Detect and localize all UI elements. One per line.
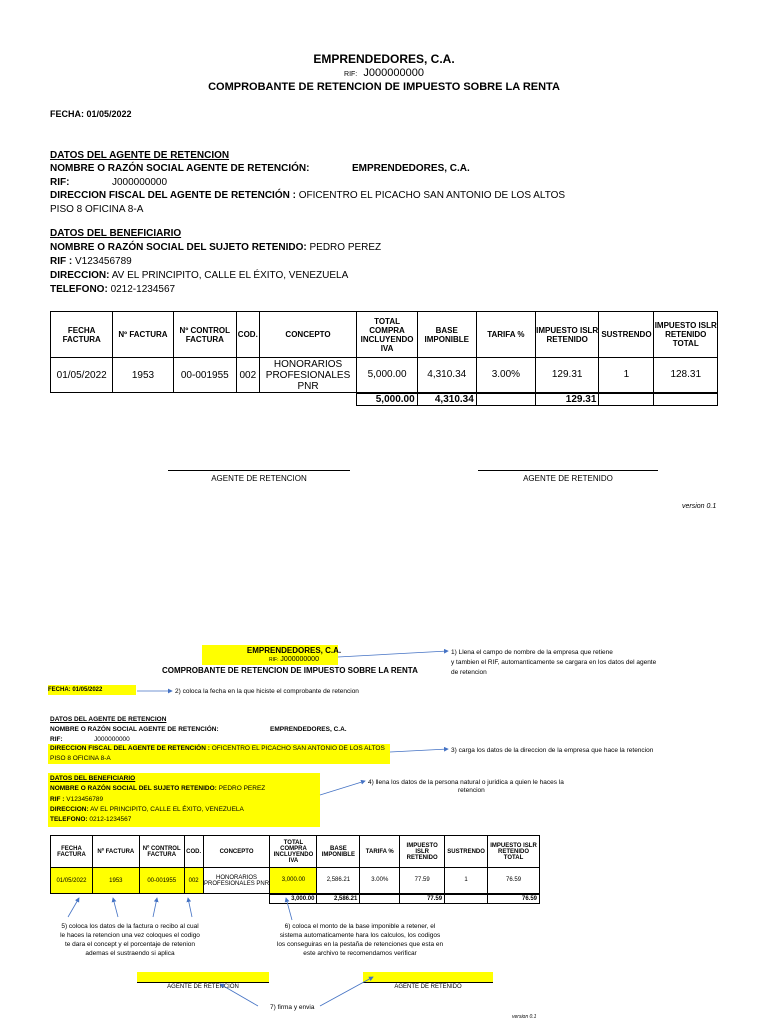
agente-name-label: NOMBRE O RAZÓN SOCIAL AGENTE DE RETENCIÓN: [50,163,310,174]
copy-beneficiario-name [50,785,265,792]
copy-header-fecha: FECHA FACTURA [51,836,93,868]
note-1b: y tambien el RIF, automanticamente se cargara en los datos del agente [451,659,657,666]
agente-rif-value: J000000000 [112,177,168,188]
arrow-4 [320,781,365,795]
note-1c: de retencion [451,669,487,676]
total-impuesto: 129.31 [535,393,598,406]
cell-control: 00-001955 [173,358,236,393]
agente-dir-label: DIRECCION FISCAL DEL AGENTE DE RETENCIÓN : [50,190,296,201]
agente-dir-value2: PISO 8 OFICINA 8-A [50,204,144,215]
cell-concepto: HONORARIOS PROFESIONALES PNR [259,358,357,393]
note-6 [262,922,458,958]
copy-fecha: FECHA: 01/05/2022 [48,685,136,695]
copy-cell-cod: 002 [184,868,203,894]
copy-agente-rif-label: RIF: [50,736,63,743]
table-header-row [51,312,718,358]
beneficiario-name-label: NOMBRE O RAZÓN SOCIAL DEL SUJETO RETENIDO: [50,242,307,253]
rif-value: J000000000 [363,67,424,79]
beneficiario-tel [50,284,175,295]
copy-table-row [51,868,540,894]
beneficiario-tel-label: TELEFONO: [50,284,108,295]
copy-agente-name-label: NOMBRE O RAZÓN SOCIAL AGENTE DE RETENCIÓN: [50,726,219,733]
note-6a: 6) coloca el monto de la base imponible a retener, el [284,923,436,930]
note-6d: este archivo te recomendamos verificar [303,950,417,957]
note-6b: sistema automaticamente hara los calculos, los codigos [279,932,441,939]
copy-agente-dir-value2: PISO 8 OFICINA 8-A [50,755,111,762]
copy-agente-dir-value: OFICENTRO EL PICACHO SAN ANTONIO DE LOS ALTOS [211,745,385,752]
copy-beneficiario-rif-label: RIF : [50,796,65,803]
copy-header-impuesto: IMPUESTO ISLR RETENIDO [400,836,445,868]
copy-rif-value: J000000000 [280,656,319,663]
beneficiario-name [50,242,381,253]
total-base: 4,310.34 [417,393,476,406]
signature-label-right: AGENTE DE RETENIDO [523,474,613,483]
copy-header-factura: Nº FACTURA [92,836,139,868]
highlight-sign-right [363,972,493,982]
copy-total-impuesto: 77.59 [400,894,445,904]
header-fecha: FECHA FACTURA [51,312,113,358]
copy-signature-label-left: AGENTE DE RETENCION [167,984,239,990]
copy-header-sustrendo: SUSTRENDO [445,836,488,868]
copy-agente-heading: DATOS DEL AGENTE DE RETENCION [50,716,167,723]
beneficiario-rif-value: V123456789 [75,256,132,267]
beneficiario-tel-value: 0212-1234567 [110,284,176,295]
copy-signature-line-left [137,982,269,983]
header-total-compra: TOTAL COMPRA INCLUYENDO IVA [357,312,417,358]
cell-total-compra: 5,000.00 [357,358,417,393]
cell-sustrendo: 1 [599,358,654,393]
beneficiario-heading: DATOS DEL BENEFICIARIO [50,228,182,239]
copy-agente-name-value: EMPRENDEDORES, C.A. [270,726,347,733]
signature-label-left: AGENTE DE RETENCION [211,474,307,483]
beneficiario-name-value: PEDRO PEREZ [309,242,382,253]
cell-tarifa: 3.00% [476,358,535,393]
note-3: 3) carga los datos de la direccion de la empresa que hace la retencion [451,747,654,754]
totals-row [51,393,718,406]
header-concepto: CONCEPTO [259,312,357,358]
signature-line-left [168,470,350,471]
beneficiario-dir-label: DIRECCION: [50,270,110,281]
copy-cell-concepto: HONORARIOS PROFESIONALES PNR [203,868,270,894]
copy-agente-dir-label: DIRECCION FISCAL DEL AGENTE DE RETENCIÓN : [50,745,210,752]
note-5d: ademas el sustraendo si aplica [85,950,175,957]
copy-header-total-compra: TOTAL COMPRA INCLUYENDO IVA [270,836,317,868]
agente-dir-value: OFICENTRO EL PICACHO SAN ANTONIO DE LOS ALTOS [298,190,566,201]
copy-company: EMPRENDEDORES, C.A. [246,646,342,655]
cell-factura: 1953 [113,358,173,393]
copy-beneficiario-rif-value: V123456789 [66,796,104,803]
beneficiario-dir [50,270,348,281]
highlight-sign-left [137,972,269,982]
copy-retention-table [50,835,540,904]
note-5a: 5) coloca los datos de la factura o recibo al cual [61,923,199,930]
copy-beneficiario-dir-value: AV EL PRINCIPITO, CALLE EL ÉXITO, VENEZUELA [90,806,244,813]
copy-beneficiario-rif [50,796,103,803]
copy-rif-label: RIF: [269,657,279,663]
copy-beneficiario-tel [50,816,131,823]
copy-version-label: version 0.1 [512,1014,537,1020]
header-base: BASE IMPONIBLE [417,312,476,358]
table-row [51,358,718,393]
note-5c: te dara el concept y el porcentaje de retenion [64,941,196,948]
note-2: 2) coloca la fecha en la que hiciste el comprobante de retencion [175,688,359,695]
beneficiario-rif-label: RIF : [50,256,73,267]
cell-impuesto: 129.31 [535,358,598,393]
agente-dir [50,190,565,201]
copy-header-control: Nº CONTROL FACTURA [139,836,184,868]
copy-cell-impuesto: 77.59 [400,868,445,894]
copy-agente-dir [50,745,385,752]
agente-name-value: EMPRENDEDORES, C.A. [352,163,470,174]
rif-label: RIF: [344,71,358,78]
copy-header-row [51,836,540,868]
note-1: 1) Llena el campo de nombre de la empresa que retiene [451,649,613,656]
total-compra: 5,000.00 [357,393,417,406]
copy-cell-impuesto-total: 76.59 [488,868,540,894]
note-5b: le haces la retencion una vez coloques el codigo [60,932,200,939]
copy-beneficiario-tel-label: TELEFONO: [50,816,88,823]
company-title: EMPRENDEDORES, C.A. [313,52,455,66]
copy-agente-rif-value: J000000000 [94,736,130,743]
header-control: Nº CONTROL FACTURA [173,312,236,358]
copy-beneficiario-dir-label: DIRECCION: [50,806,89,813]
copy-header-base: BASE IMPONIBLE [317,836,360,868]
note-4: 4) llena los datos de la persona natural o juridica a quien le haces la [368,779,564,786]
copy-cell-control: 00-001955 [139,868,184,894]
fecha: FECHA: 01/05/2022 [50,109,132,119]
copy-beneficiario-name-label: NOMBRE O RAZÓN SOCIAL DEL SUJETO RETENIDO: [50,785,217,792]
beneficiario-rif [50,256,132,267]
header-sustrendo: SUSTRENDO [599,312,654,358]
copy-header-impuesto-total: IMPUESTO ISLR RETENIDO TOTAL [488,836,540,868]
agente-heading: DATOS DEL AGENTE DE RETENCION [50,150,230,161]
copy-cell-factura: 1953 [92,868,139,894]
header-impuesto: IMPUESTO ISLR RETENIDO [535,312,598,358]
header-cod: COD. [237,312,260,358]
copy-header-concepto: CONCEPTO [203,836,270,868]
copy-beneficiario-tel-value: 0212-1234567 [89,816,132,823]
copy-cell-base: 2,586.21 [317,868,360,894]
copy-signature-label-right: AGENTE DE RETENIDO [394,984,462,990]
agente-rif-label: RIF: [50,177,70,188]
header-tarifa: TARIFA % [476,312,535,358]
copy-cell-sustrendo: 1 [445,868,488,894]
beneficiario-dir-value: AV EL PRINCIPITO, CALLE EL ÉXITO, VENEZUELA [111,270,349,281]
cell-impuesto-total: 128.31 [654,358,718,393]
rif-line [0,67,768,79]
copy-beneficiario-dir [50,806,244,813]
header-factura: Nº FACTURA [113,312,173,358]
copy-title: COMPROBANTE DE RETENCION DE IMPUESTO SOBRE LA RENTA [162,666,418,675]
note-6c: los conseguiras en la pestaña de retenciones que esta en [276,941,444,948]
note-7: 7) firma y envia [270,1004,315,1011]
cell-cod: 002 [237,358,260,393]
signature-line-right [478,470,658,471]
copy-header-cod: COD. [184,836,203,868]
cell-base: 4,310.34 [417,358,476,393]
arrow-3 [390,749,448,752]
note-5 [40,922,220,958]
copy-totals-row [51,894,540,904]
copy-beneficiario-heading: DATOS DEL BENEFICIARIO [50,775,136,782]
header-impuesto-total: IMPUESTO ISLR RETENIDO TOTAL [654,312,718,358]
copy-cell-tarifa: 3.00% [360,868,400,894]
copy-beneficiario-name-value: PEDRO PEREZ [218,785,266,792]
copy-rif-line [202,656,386,663]
copy-total-compra: 3,000.00 [270,894,317,904]
copy-cell-fecha: 01/05/2022 [51,868,93,894]
retention-table [50,311,718,406]
copy-total-base: 2,586.21 [317,894,360,904]
copy-cell-total-compra: 3,000.00 [270,868,317,894]
version-label: version 0.1 [682,503,717,510]
copy-signature-line-right [363,982,493,983]
copy-total-impuesto-total: 76.59 [488,894,540,904]
document-title: COMPROBANTE DE RETENCION DE IMPUESTO SOBRE LA RENTA [208,81,560,93]
cell-fecha: 01/05/2022 [51,358,113,393]
note-4b: retencion [458,787,485,794]
copy-header-tarifa: TARIFA % [360,836,400,868]
